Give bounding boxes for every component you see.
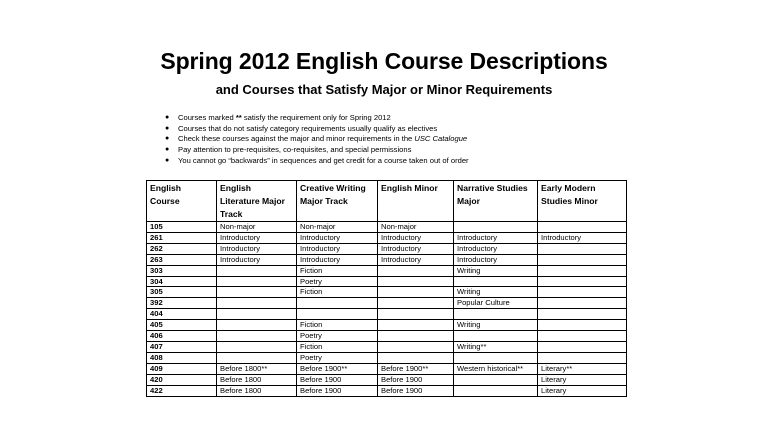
table-cell: Before 1900 bbox=[378, 385, 454, 396]
table-row bbox=[147, 331, 627, 342]
header-creative-writing: Creative Writing Major Track bbox=[297, 181, 378, 222]
header-english-literature: English Literature Major Track bbox=[217, 181, 297, 222]
notes-list bbox=[164, 113, 469, 167]
bullet-icon: ● bbox=[165, 135, 170, 143]
requirements-table bbox=[146, 180, 627, 397]
table-cell: Before 1900** bbox=[297, 363, 378, 374]
table-row bbox=[147, 374, 627, 385]
table-cell bbox=[454, 352, 538, 363]
course-number-cell: 422 bbox=[147, 385, 217, 396]
table-cell bbox=[217, 320, 297, 331]
table-cell bbox=[217, 287, 297, 298]
table-body bbox=[147, 222, 627, 397]
table-cell: Writing bbox=[454, 265, 538, 276]
table-cell bbox=[378, 276, 454, 287]
table-cell bbox=[538, 222, 627, 233]
table-cell: Non-major bbox=[378, 222, 454, 233]
table-cell: Poetry bbox=[297, 352, 378, 363]
table-cell bbox=[454, 385, 538, 396]
table-cell bbox=[378, 298, 454, 309]
table-cell: Introductory bbox=[297, 243, 378, 254]
course-number-cell: 303 bbox=[147, 265, 217, 276]
table-row bbox=[147, 320, 627, 331]
table-cell bbox=[454, 222, 538, 233]
table-cell: Non-major bbox=[217, 222, 297, 233]
table-cell bbox=[217, 352, 297, 363]
table-cell bbox=[538, 254, 627, 265]
table-cell: Introductory bbox=[378, 232, 454, 243]
table-cell: Fiction bbox=[297, 341, 378, 352]
table-row bbox=[147, 265, 627, 276]
table-cell: Introductory bbox=[217, 232, 297, 243]
table-cell: Literary** bbox=[538, 363, 627, 374]
table-cell: Introductory bbox=[217, 243, 297, 254]
table-cell bbox=[378, 331, 454, 342]
course-number-cell: 304 bbox=[147, 276, 217, 287]
table-cell: Writing bbox=[454, 287, 538, 298]
table-cell: Fiction bbox=[297, 320, 378, 331]
table-cell: Poetry bbox=[297, 276, 378, 287]
table-cell: Literary bbox=[538, 385, 627, 396]
header-early-modern: Early Modern Studies Minor bbox=[538, 181, 627, 222]
table-cell: Introductory bbox=[454, 243, 538, 254]
table-cell bbox=[538, 298, 627, 309]
table-cell bbox=[217, 265, 297, 276]
course-number-cell: 105 bbox=[147, 222, 217, 233]
table-cell: Writing bbox=[454, 320, 538, 331]
course-number-cell: 406 bbox=[147, 331, 217, 342]
table-cell bbox=[538, 352, 627, 363]
table-row bbox=[147, 276, 627, 287]
table-row bbox=[147, 232, 627, 243]
table-cell: Before 1800** bbox=[217, 363, 297, 374]
table-cell: Western historical** bbox=[454, 363, 538, 374]
table-row bbox=[147, 243, 627, 254]
table-cell: Introductory bbox=[378, 243, 454, 254]
table-row bbox=[147, 309, 627, 320]
table-cell bbox=[217, 341, 297, 352]
table-cell: Before 1900 bbox=[297, 385, 378, 396]
note-item: ● You cannot go “backwards” in sequences and get credit for a course taken out of order bbox=[165, 155, 469, 165]
table-cell bbox=[217, 331, 297, 342]
table-row bbox=[147, 341, 627, 352]
table-row bbox=[147, 352, 627, 363]
table-cell bbox=[217, 276, 297, 287]
table-cell: Non-major bbox=[297, 222, 378, 233]
page-subtitle: and Courses that Satisfy Major or Minor Requirements bbox=[215, 82, 553, 97]
table-row bbox=[147, 363, 627, 374]
table-cell bbox=[454, 309, 538, 320]
note-item: ● Check these courses against the major and minor requirements in the USC Catalogue bbox=[165, 134, 468, 144]
table-row bbox=[147, 298, 627, 309]
table-cell bbox=[378, 352, 454, 363]
table-header-row bbox=[147, 181, 627, 222]
table-cell bbox=[538, 309, 627, 320]
table-cell bbox=[378, 265, 454, 276]
table-cell bbox=[538, 320, 627, 331]
table-cell: Introductory bbox=[538, 232, 627, 243]
table-cell bbox=[538, 265, 627, 276]
note-item: ● Courses marked ** satisfy the requirement only for Spring 2012 bbox=[165, 113, 391, 122]
table-cell bbox=[378, 320, 454, 331]
course-number-cell: 405 bbox=[147, 320, 217, 331]
table-cell bbox=[378, 309, 454, 320]
table-cell bbox=[217, 309, 297, 320]
table-cell bbox=[297, 298, 378, 309]
course-number-cell: 262 bbox=[147, 243, 217, 254]
course-number-cell: 408 bbox=[147, 352, 217, 363]
table-cell: Introductory bbox=[454, 232, 538, 243]
bullet-icon: ● bbox=[165, 114, 170, 121]
table-cell: Literary bbox=[538, 374, 627, 385]
table-cell: Poetry bbox=[297, 331, 378, 342]
page-title: Spring 2012 English Course Descriptions bbox=[160, 48, 608, 74]
table-cell bbox=[538, 331, 627, 342]
table-cell: Introductory bbox=[217, 254, 297, 265]
table-cell bbox=[454, 374, 538, 385]
table-cell bbox=[538, 341, 627, 352]
course-number-cell: 263 bbox=[147, 254, 217, 265]
note-item: ● Courses that do not satisfy category requirements usually qualify as electives bbox=[165, 123, 438, 133]
table-row bbox=[147, 287, 627, 298]
course-number-cell: 404 bbox=[147, 309, 217, 320]
header-english-course: English Course bbox=[147, 181, 217, 222]
table-cell bbox=[217, 298, 297, 309]
table-cell bbox=[297, 309, 378, 320]
table-cell: Before 1900** bbox=[378, 363, 454, 374]
table-cell bbox=[378, 341, 454, 352]
course-number-cell: 407 bbox=[147, 341, 217, 352]
table-cell: Before 1900 bbox=[297, 374, 378, 385]
table-cell bbox=[538, 287, 627, 298]
header-narrative-studies: Narrative Studies Major bbox=[454, 181, 538, 222]
table-cell bbox=[538, 243, 627, 254]
table-cell: Before 1900 bbox=[378, 374, 454, 385]
table-cell bbox=[454, 276, 538, 287]
table-cell: Fiction bbox=[297, 287, 378, 298]
table-cell: Fiction bbox=[297, 265, 378, 276]
course-number-cell: 409 bbox=[147, 363, 217, 374]
table-cell: Before 1800 bbox=[217, 385, 297, 396]
note-item: ● Pay attention to pre-requisites, co-requisites, and special permissions bbox=[165, 145, 412, 155]
table-cell: Before 1800 bbox=[217, 374, 297, 385]
table-cell bbox=[378, 287, 454, 298]
table-cell: Popular Culture bbox=[454, 298, 538, 309]
table-cell: Introductory bbox=[297, 232, 378, 243]
table-cell bbox=[538, 276, 627, 287]
table-cell: Introductory bbox=[378, 254, 454, 265]
course-number-cell: 261 bbox=[147, 232, 217, 243]
course-number-cell: 392 bbox=[147, 298, 217, 309]
course-number-cell: 420 bbox=[147, 374, 217, 385]
bullet-icon: ● bbox=[165, 156, 170, 164]
bullet-icon: ● bbox=[165, 124, 170, 132]
table-cell: Introductory bbox=[454, 254, 538, 265]
course-number-cell: 305 bbox=[147, 287, 217, 298]
table-row bbox=[147, 254, 627, 265]
bullet-icon: ● bbox=[165, 146, 170, 154]
table-cell: Introductory bbox=[297, 254, 378, 265]
header-english-minor: English Minor bbox=[378, 181, 454, 222]
table-cell: Writing** bbox=[454, 341, 538, 352]
table-row bbox=[147, 222, 627, 233]
table-cell bbox=[454, 331, 538, 342]
table-row bbox=[147, 385, 627, 396]
